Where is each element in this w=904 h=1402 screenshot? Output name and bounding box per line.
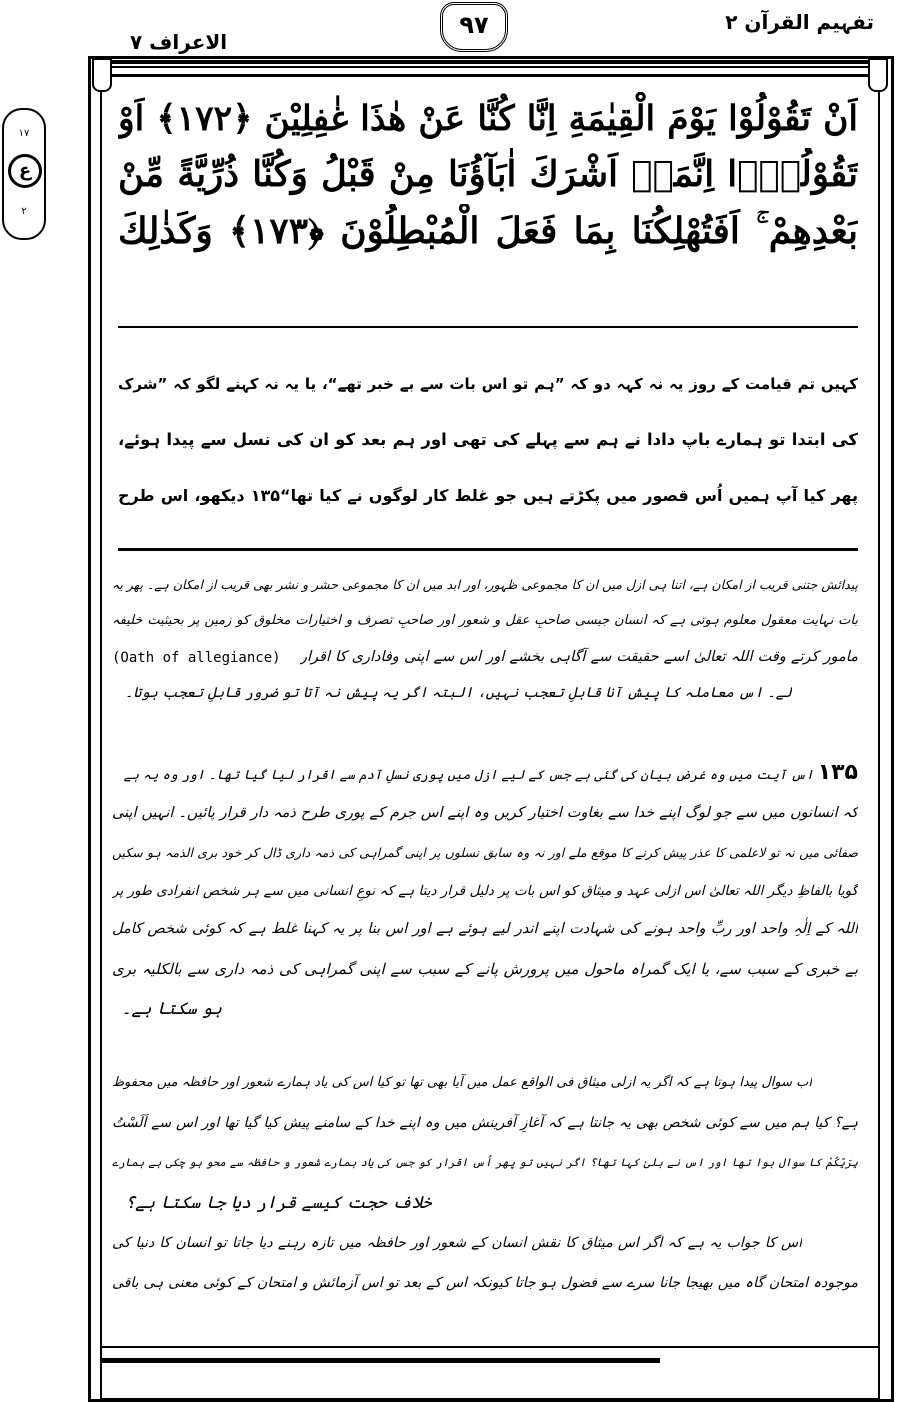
footnote-line: صفائی میں نہ تو لاعلمی کا عذر پیش کرنے کا موقع ملے اور نہ وہ سابق نسلوں پر اپنی گمراہی کی ذمہ داری ڈال کر خود بری الذمہ ہو سکیں	[112, 845, 858, 860]
english-term	[112, 642, 294, 673]
footnote-line: کہ انسانوں میں سے جو لوگ اپنے خدا سے بغاوت اختیار کریں وہ اپنے اس جرم کے پوری طرح ذمہ دار قرار پائیں۔ انہیں اپنی	[112, 805, 858, 821]
verse-line: بَعْدِهِمْ ۚ اَفَتُهْلِكُنَا بِمَا فَعَلَ الْمُبْطِلُوْنَ ﴿۱۷۳﴾ وَكَذٰلِكَ	[118, 210, 858, 252]
footnote-line: گویا بالفاظِ دیگر اللہ تعالیٰ اس ازلی عہد و میثاق کو اس بات پر دلیل قرار دیتا ہے کہ نوعِ انسانی میں سے ہر شخص انفرادی طور پر	[112, 883, 858, 899]
footnote-text: اس آیت میں وہ غرض بیان کی گئی ہے جس کے لیے ازل میں پوری نسلِ آدم سے اقرار لیا گیا تھا۔ اور وہ یہ ہے	[123, 768, 814, 783]
divider	[118, 548, 858, 551]
translation-line: کہیں تم قیامت کے روز یہ نہ کہہ دو کہ ”ہم تو اس بات سے بے خبر تھے“، یا یہ نہ کہنے لگو کہ ”شرک	[118, 375, 858, 393]
book-title: تفہیم القرآن ۲	[725, 10, 874, 34]
footnote-line: اللہ کے اِلٰہِ واحد اور ربِّ واحد ہونے کی شہادت اپنے اندر لیے ہوئے ہے اور اس بنا پر یہ کہنا غلط ہے کہ کوئی شخص کامل	[112, 921, 858, 937]
divider	[118, 326, 858, 328]
ruku-marker-top: ۱۷	[18, 128, 30, 139]
footnote-line: پیدائش جتنی قریب از امکان ہے، اتنا ہی ازل میں ان کا مجموعی ظہور، اور ابد میں ان کا مجموعی حشر و نشر بھی قریب از امکان ہے۔ پھر یہ	[112, 577, 858, 592]
corner-ornament	[868, 58, 888, 92]
bottom-rule	[100, 1346, 878, 1348]
corner-ornament	[92, 58, 112, 92]
verse-line: اَنْ تَقُوْلُوْا یَوْمَ الْقِیٰمَةِ اِنَّا كُنَّا عَنْ هٰذَا غٰفِلِیْنَ ﴿۱۷۲﴾ اَوْ	[118, 99, 858, 139]
footnote-line: اس کا جواب یہ ہے کہ اگر اس میثاق کا نقش انسان کے شعور اور حافظہ میں تازہ رہنے دیا جاتا تو انسان کا دنیا کی	[112, 1235, 802, 1251]
surah-name: الاعراف ۷	[130, 30, 228, 54]
footnote-135-line	[112, 758, 858, 791]
footnote-line: لے۔ اس معاملہ کا پیش آنا قابلِ تعجب نہیں، البتہ اگر یہ پیش نہ آتا تو ضرور قابلِ تعجب ہوتا۔	[125, 685, 792, 701]
footnote-line: خلاف حجت کیسے قرار دیا جا سکتا ہے؟	[125, 1193, 432, 1213]
translation-line: کی ابتدا تو ہمارے باپ دادا نے ہم سے پہلے کی تھی اور ہم بعد کو ان کی نسل سے پیدا ہوئے،	[118, 430, 858, 449]
ain-icon: ع	[8, 154, 42, 188]
english-term-text: (Oath of allegiance)	[112, 650, 281, 666]
footnote-line: موجودہ امتحان گاہ میں بھیجا جانا سرے سے فضول ہو جاتا کیونکہ اس کے بعد تو اس آزمائش و امتحان کے کوئی معنی ہی باقی	[112, 1275, 858, 1291]
bottom-rule-thick	[100, 1358, 660, 1363]
frame-top-bar	[100, 60, 878, 77]
page-number: ۹۷	[440, 2, 508, 52]
footnote-line: بِرَبِّكُمْ کا سوال ہوا تھا اور اس نے بلیٰ کہا تھا؟ اگر نہیں تو پھر اُس اقرار کو جس کی یاد ہمارے شعور و حافظہ سے محو ہو چکی ہے ہمارے	[112, 1156, 858, 1169]
translation-line: پھر کیا آپ ہمیں اُس قصور میں پکڑتے ہیں جو غلط کار لوگوں نے کیا تھا“۱۳۵ دیکھو، اس طرح	[118, 486, 858, 505]
ruku-marker-bottom: ۲	[21, 206, 27, 217]
ruku-marker	[2, 108, 46, 240]
footnote-line: مامور کرتے وقت اللہ تعالیٰ اسے حقیقت سے آگاہی بخشے اور اس سے اپنی وفاداری کا اقرار	[300, 649, 858, 665]
footnote-number: ۱۳۵	[817, 760, 858, 785]
footnote-line: اب سوال پیدا ہوتا ہے کہ اگر یہ ازلی میثاق فی الواقع عمل میں آیا بھی تھا تو کیا اس کی یاد ہمارے شعور اور حافظہ میں محفوظ	[112, 1075, 812, 1090]
footnote-line: بے خبری کے سبب سے، یا ایک گمراہ ماحول میں پرورش پانے کے سبب سے اپنی گمراہی کی ذمہ داری سے بالکلیہ بری	[112, 960, 858, 978]
footnote-line: ہو سکتا ہے۔	[121, 999, 222, 1019]
footnote-line: بات نہایت معقول معلوم ہوتی ہے کہ انسان جیسی صاحبِ عقل و شعور اور صاحبِ تصرف و اختیارات مخلوق کو زمین پر بحیثیت خلیفہ	[112, 613, 858, 628]
verse-line: تَقُوْلُوْۤا اِنَّمَاۤ اَشْرَكَ اٰبَآؤُنَا مِنْ قَبْلُ وَكُنَّا ذُرِّیَّةً مِّنْ	[118, 154, 858, 195]
footnote-line: ہے؟ کیا ہم میں سے کوئی شخص بھی یہ جانتا ہے کہ آغازِ آفرینش میں وہ اپنے خدا کے سامنے پیش کیا گیا تھا اور اس سے اَلَسْتُ	[112, 1115, 858, 1131]
